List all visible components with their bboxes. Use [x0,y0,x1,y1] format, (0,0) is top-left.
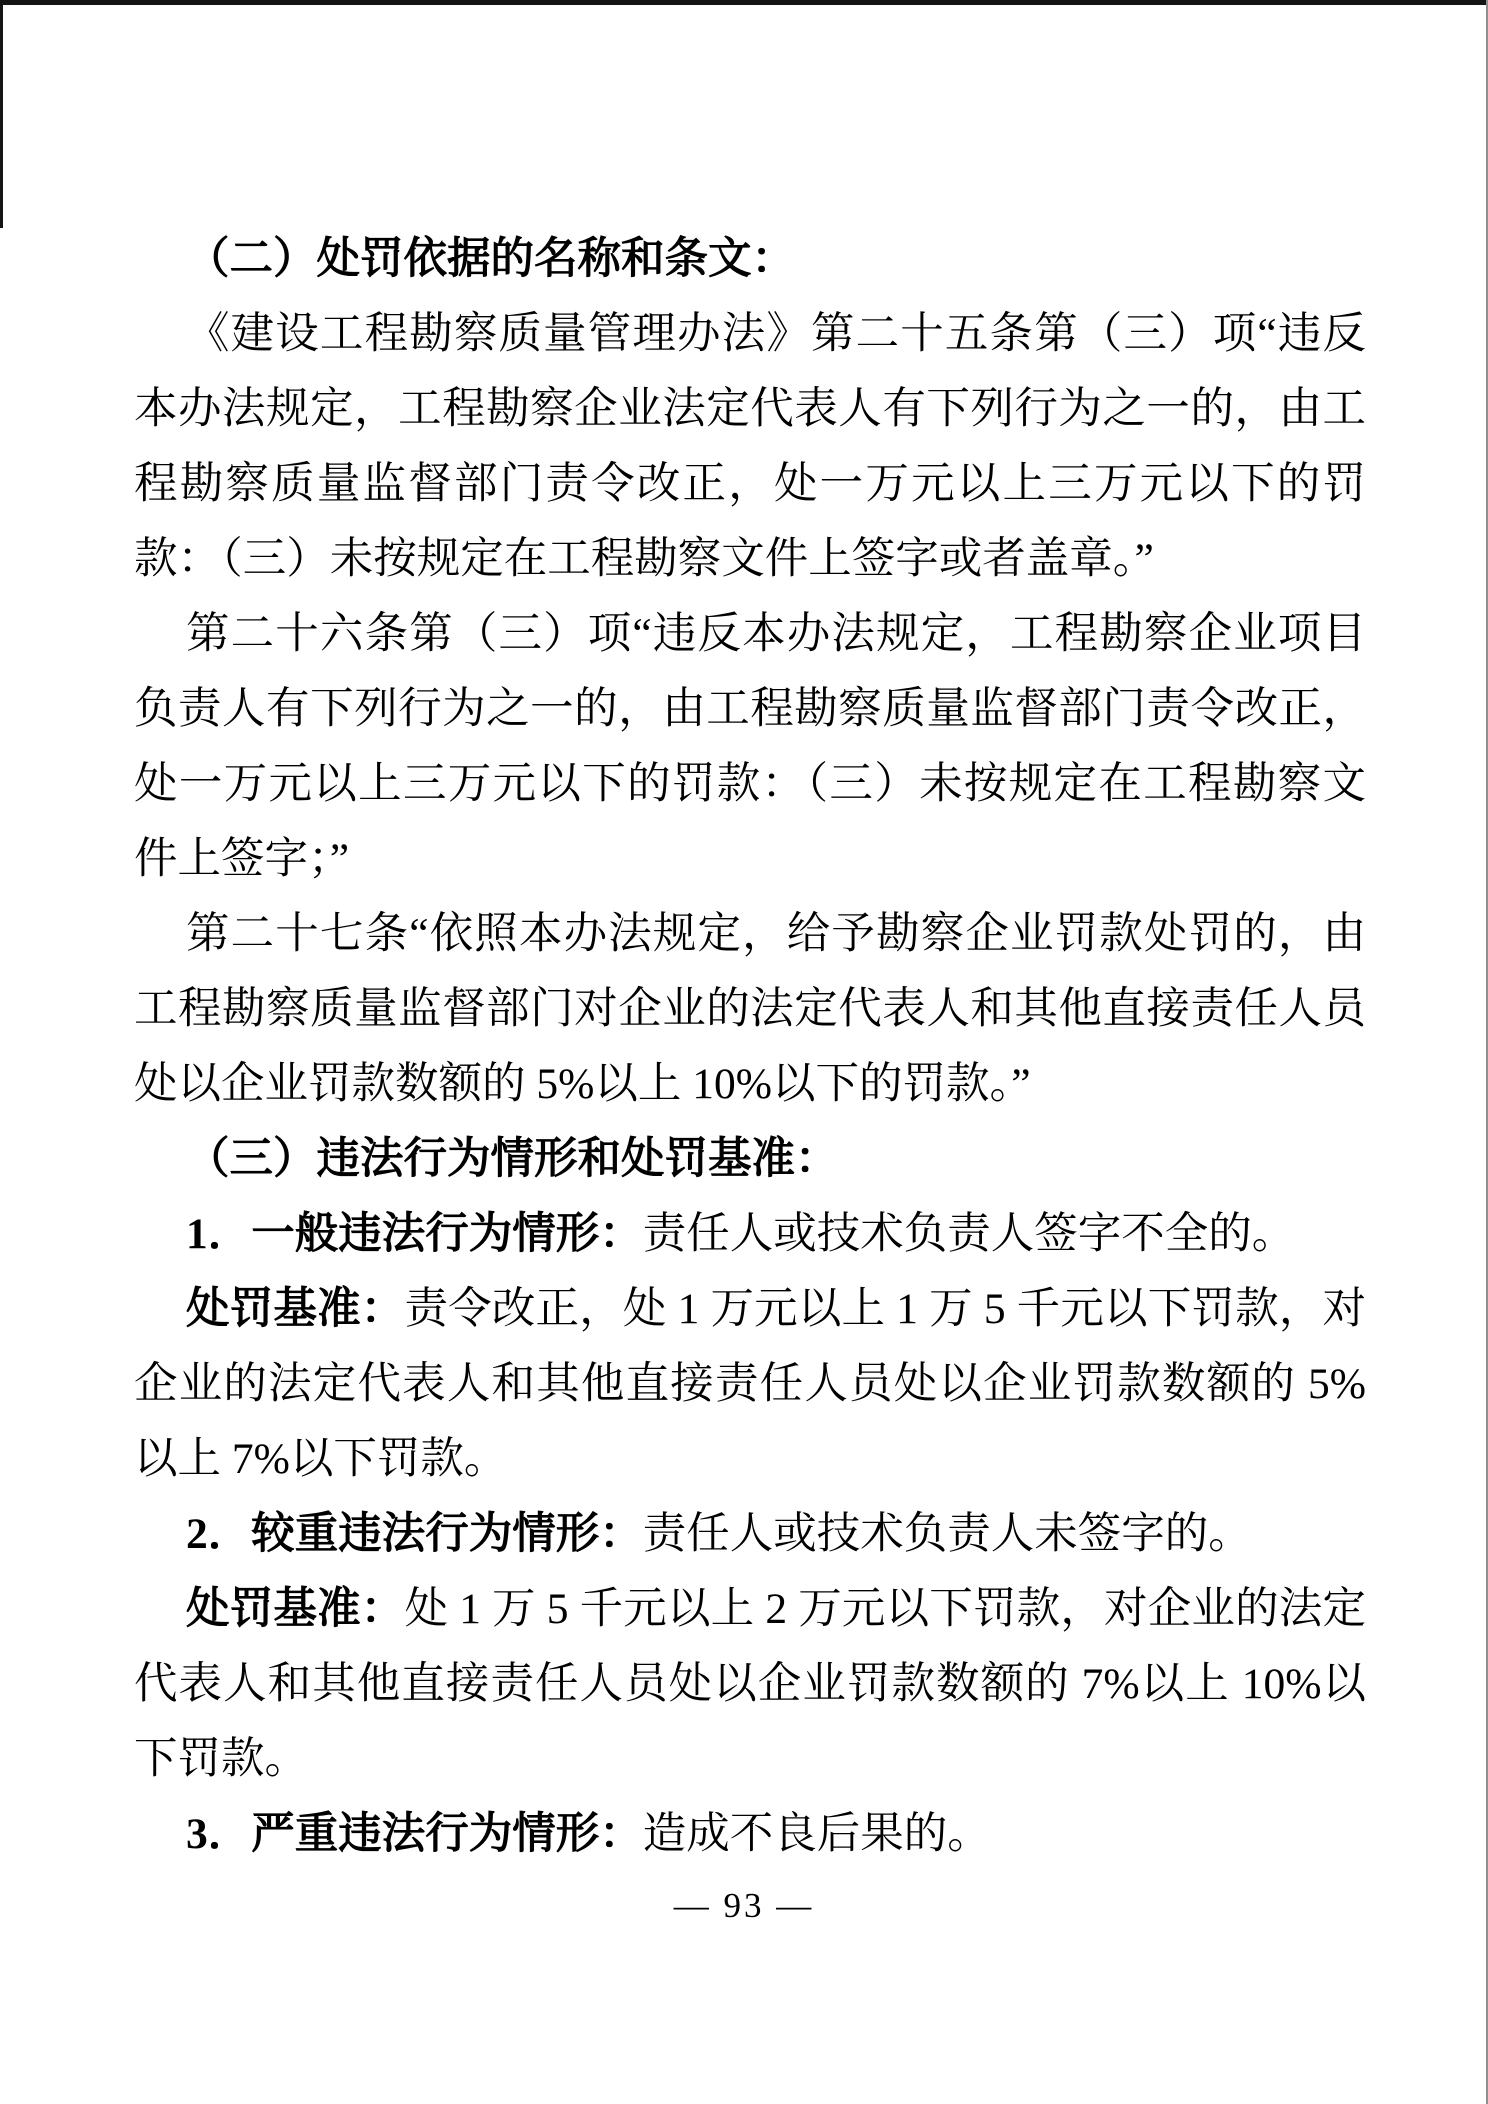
section-heading-violation-standards: （三）违法行为情形和处罚基准： [186,1135,839,1183]
item-text: 责任人或技术负责人签字不全的。 [642,1210,1296,1258]
item-lead: 1．一般违法行为情形： [186,1210,643,1258]
item-lead: 3．严重违法行为情形： [186,1810,643,1858]
item-text: 处 1 万 5 千元以上 2 万元以下罚款，对企业的法定代表人和其他直接责任人员处以企业罚款数额的 7%以上 10%以下罚款。 [134,1585,1367,1783]
document-body [134,222,1366,1872]
list-item-general-violation [134,1197,1366,1272]
item-lead: 2．较重违法行为情形： [186,1510,643,1558]
scan-edge-left [0,0,3,228]
list-item-serious-violation [134,1497,1366,1572]
item-text: 造成不良后果的。 [642,1810,991,1858]
item-lead: 处罚基准： [186,1585,405,1633]
item-text: 责令改正，处 1 万元以上 1 万 5 千元以下罚款，对企业的法定代表人和其他直接责任人员处以企业罚款数额的 5%以上 7%以下罚款。 [134,1285,1367,1483]
page-footer [0,1884,1488,1928]
item-text: 责任人或技术负责人未签字的。 [642,1510,1252,1558]
list-item-severe-violation [134,1797,1366,1872]
paragraph-article-25: 《建设工程勘察质量管理办法》第二十五条第（三）项“违反本办法规定，工程勘察企业法定代表人有下列行为之一的，由工程勘察质量监督部门责令改正，处一万元以上三万元以下的罚款：（三）未按规定在工程勘察文件上签字或者盖章。” [134,310,1366,583]
scan-edge-top [0,0,1488,5]
list-item-penalty-standard-1 [134,1272,1366,1497]
page-number: — 93 — [673,1886,815,1925]
paragraph-article-27: 第二十七条“依照本办法规定，给予勘察企业罚款处罚的，由工程勘察质量监督部门对企业的法定代表人和其他直接责任人员处以企业罚款数额的 5%以上 10%以下的罚款。” [134,910,1366,1108]
paragraph-article-26: 第二十六条第（三）项“违反本办法规定，工程勘察企业项目负责人有下列行为之一的，由工程勘察质量监督部门责令改正，处一万元以上三万元以下的罚款：（三）未按规定在工程勘察文件上签字；” [134,610,1366,883]
item-lead: 处罚基准： [186,1285,405,1333]
section-heading-penalty-basis: （二）处罚依据的名称和条文： [186,235,795,283]
list-item-penalty-standard-2 [134,1572,1366,1797]
